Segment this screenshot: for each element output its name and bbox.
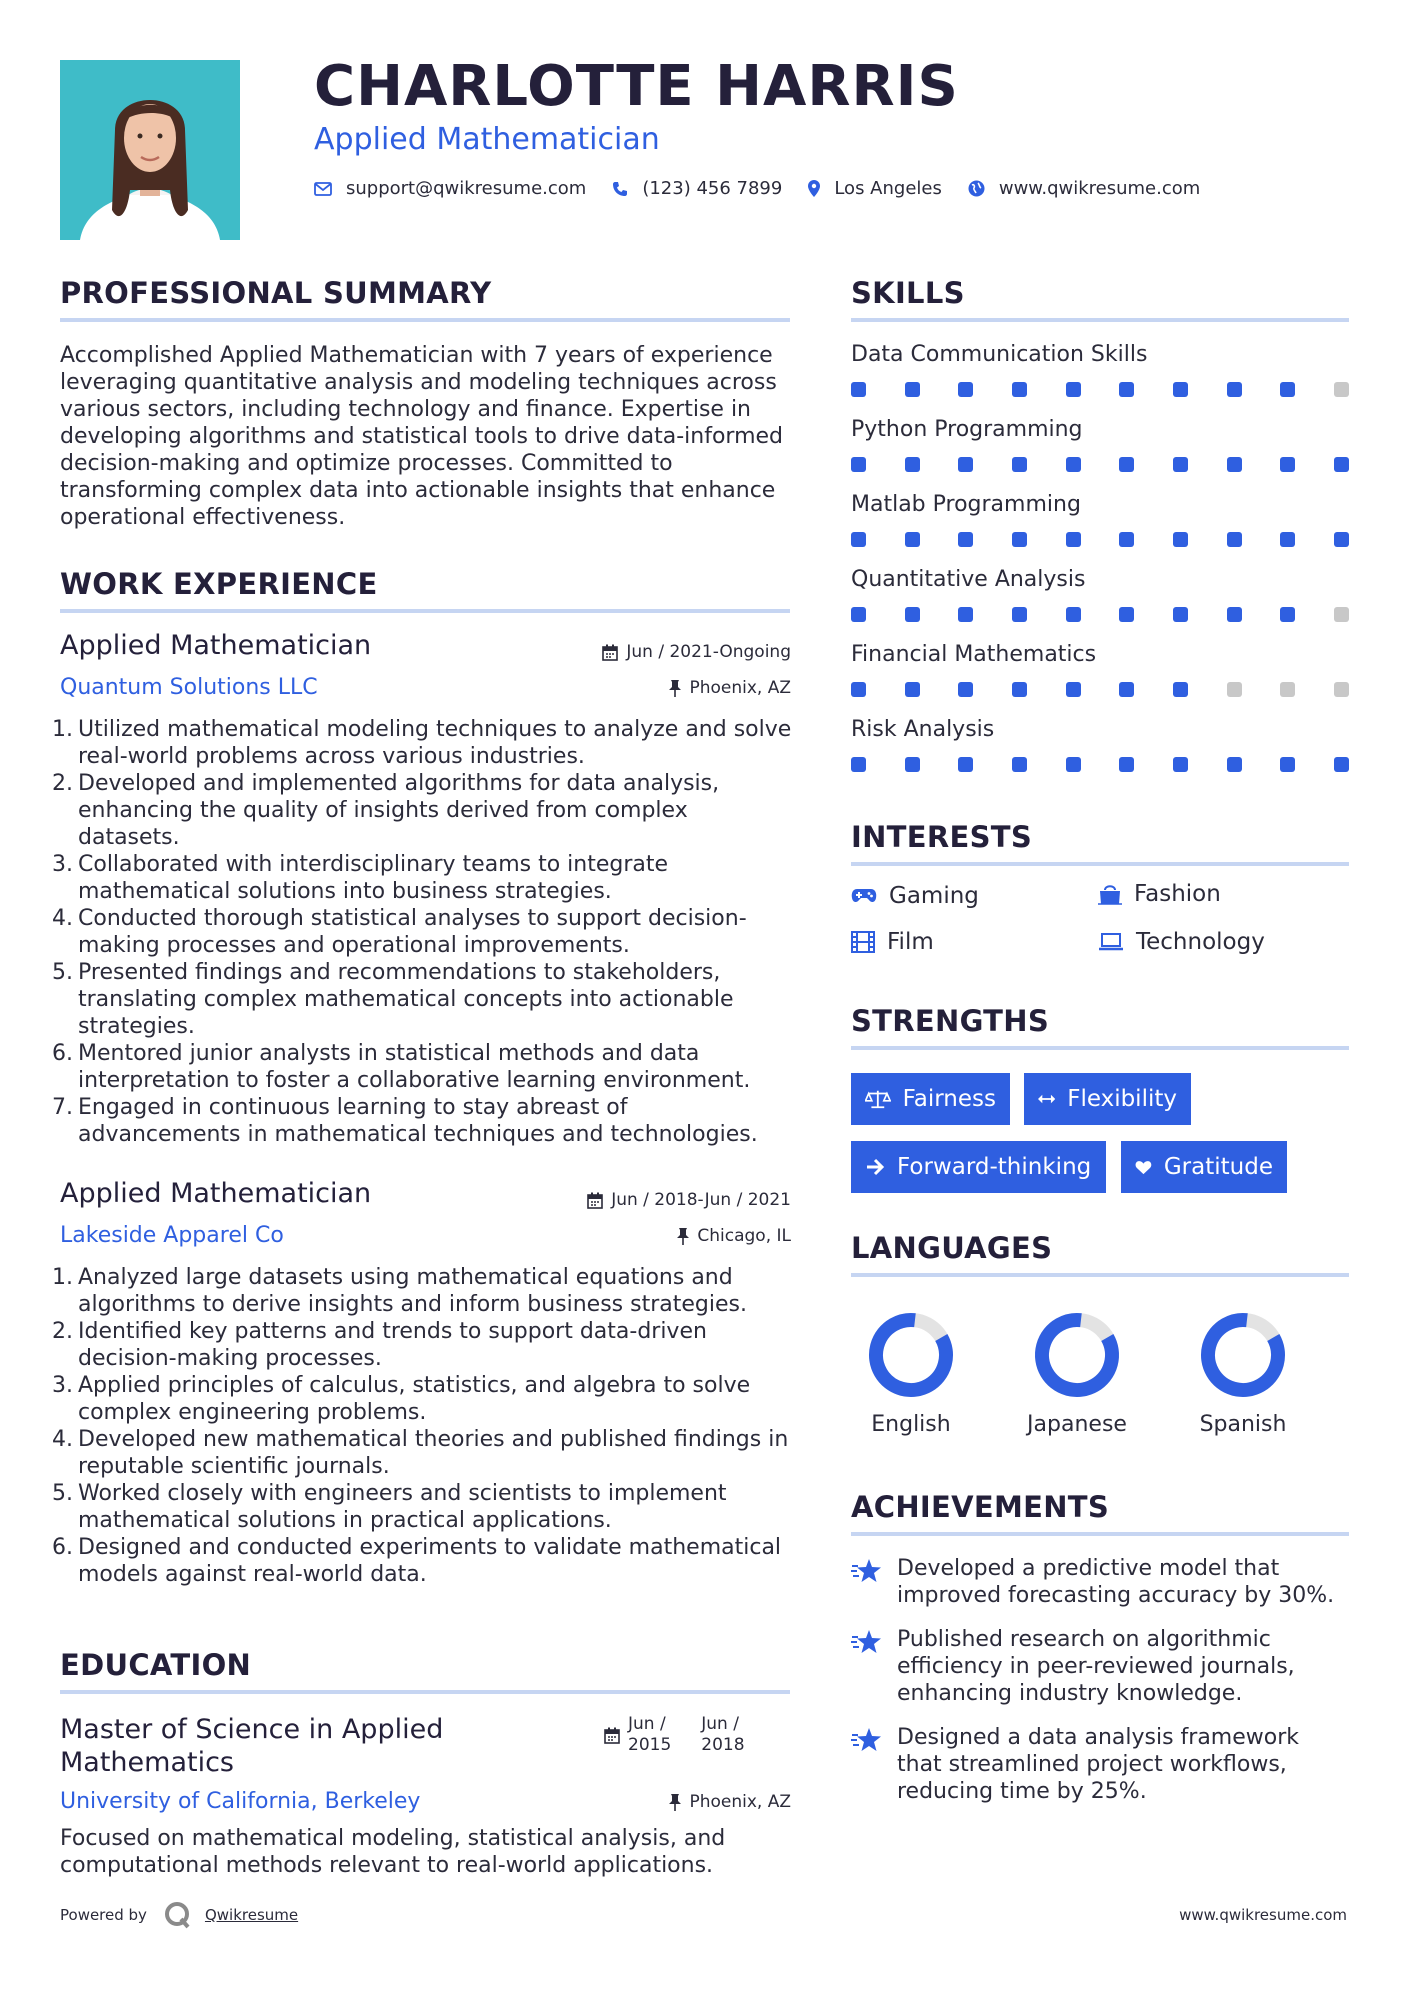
- skill-dot-filled: [905, 757, 920, 772]
- company-name: Lakeside Apparel Co: [60, 1223, 284, 1248]
- skill-dot-filled: [1173, 532, 1188, 547]
- job-dates-text: Jun / 2018-Jun / 2021: [611, 1190, 791, 1210]
- skill-level-meter: [851, 682, 1349, 697]
- skill-dot-filled: [1066, 532, 1081, 547]
- candidate-role: Applied Mathematician: [314, 122, 660, 157]
- contact-bar: [314, 178, 1226, 199]
- language-ring-fill: [863, 1307, 959, 1403]
- education-end: Jun / 2018: [701, 1714, 745, 1755]
- skill-name: Matlab Programming: [851, 492, 1081, 517]
- education-heading: EDUCATION: [60, 1648, 252, 1682]
- skill-dot-filled: [851, 607, 866, 622]
- skills-divider: [851, 318, 1349, 322]
- skill-dot-filled: [1280, 757, 1295, 772]
- skill-dot-filled: [958, 757, 973, 772]
- list-item: 2. Developed and implemented algorithms for data analysis, enhancing the quality of insights derived from complex datasets.: [52, 771, 720, 850]
- phone-text: (123) 456 7899: [642, 178, 783, 199]
- star-icon: [851, 1726, 883, 1754]
- language-name: Spanish: [1199, 1412, 1287, 1437]
- phone-icon: [612, 181, 628, 197]
- interests-heading: INTERESTS: [851, 820, 1033, 854]
- arrow-right-icon: [865, 1158, 885, 1176]
- calendar-icon: [587, 1192, 603, 1209]
- star-icon: [851, 1628, 883, 1656]
- interest-item-film: Film: [851, 929, 934, 955]
- skill-dot-filled: [1227, 532, 1242, 547]
- achievements-divider: [851, 1532, 1349, 1536]
- skill-dot-filled: [905, 607, 920, 622]
- education-description: Focused on mathematical modeling, statistical analysis, and computational methods relevant to real-world applications.: [60, 1826, 726, 1878]
- powered-by-label: Powered by: [60, 1906, 147, 1924]
- skill-dot-filled: [1119, 757, 1134, 772]
- strength-badge-forward-thinking: Forward-thinking: [851, 1141, 1106, 1193]
- achievements-heading: ACHIEVEMENTS: [851, 1490, 1110, 1524]
- skills-heading: SKILLS: [851, 276, 965, 310]
- education-dates: [604, 1714, 745, 1756]
- footer-powered-by: [60, 1900, 298, 1930]
- skill-dot-filled: [1173, 682, 1188, 697]
- contact-phone[interactable]: [612, 178, 782, 199]
- arrows-horizontal-icon: [1038, 1092, 1055, 1106]
- map-marker-icon: [808, 180, 820, 197]
- skill-dot-filled: [1066, 457, 1081, 472]
- strength-badge-gratitude: Gratitude: [1121, 1141, 1287, 1193]
- job-bullet-list: [52, 716, 795, 1148]
- interests-divider: [851, 862, 1349, 866]
- language-ring-fill: [1195, 1307, 1291, 1403]
- skill-dot-filled: [1066, 607, 1081, 622]
- education-start: Jun / 2015: [628, 1714, 672, 1755]
- summary-text: Accomplished Applied Mathematician with 7 years of experience leveraging quantitative analysis and modeling techniques across various sectors, including technology and finance. Expertise in developing algorithms and statistical tools to drive data-informed decision-making and optimize processes. Committed to transforming complex data into actionable insights that enhance operational effectiveness.: [60, 343, 784, 530]
- skill-dot-filled: [1173, 382, 1188, 397]
- skill-dot-filled: [1012, 457, 1027, 472]
- skill-level-meter: [851, 457, 1349, 472]
- calendar-icon: [604, 1727, 620, 1744]
- list-item: 1. Utilized mathematical modeling techniques to analyze and solve real-world problems across various industries.: [52, 717, 792, 769]
- skill-dot-filled: [1280, 382, 1295, 397]
- skill-dot-filled: [1173, 757, 1188, 772]
- job-location-text: Phoenix, AZ: [689, 678, 791, 698]
- skill-level-meter: [851, 607, 1349, 622]
- skill-dot-filled: [1227, 457, 1242, 472]
- education-divider: [60, 1690, 790, 1694]
- list-item: 2. Identified key patterns and trends to support data-driven decision-making processes.: [52, 1319, 707, 1371]
- strengths-heading: STRENGTHS: [851, 1004, 1050, 1038]
- skill-name: Financial Mathematics: [851, 642, 1097, 667]
- calendar-icon: [602, 644, 618, 661]
- star-icon: [851, 1557, 883, 1585]
- qwikresume-logo-icon: [163, 1900, 193, 1930]
- language-name: English: [871, 1412, 951, 1437]
- list-item: 1. Analyzed large datasets using mathematical equations and algorithms to derive insights and inform business strategies.: [52, 1265, 747, 1317]
- languages-heading: LANGUAGES: [851, 1231, 1053, 1265]
- contact-location: [808, 178, 942, 199]
- skill-dot-filled: [1280, 457, 1295, 472]
- education-location: [669, 1792, 791, 1812]
- skill-dot-empty: [1334, 382, 1349, 397]
- skill-dot-filled: [905, 457, 920, 472]
- pushpin-icon: [677, 1228, 689, 1245]
- skill-dot-filled: [1173, 607, 1188, 622]
- skill-dot-filled: [1334, 457, 1349, 472]
- interest-item-gaming: Gaming: [851, 883, 979, 909]
- job-location: [677, 1226, 791, 1246]
- gamepad-icon: [851, 888, 877, 904]
- laptop-icon: [1098, 932, 1124, 952]
- skill-dot-filled: [1119, 382, 1134, 397]
- location-text: Los Angeles: [834, 178, 942, 199]
- interest-item-fashion: Fashion: [1098, 881, 1221, 907]
- film-icon: [851, 931, 875, 953]
- job-bullet-list: [52, 1264, 795, 1588]
- skill-dot-filled: [1334, 532, 1349, 547]
- shopping-bag-icon: [1098, 883, 1122, 905]
- skill-dot-empty: [1334, 607, 1349, 622]
- language-ring: [856, 1300, 966, 1414]
- balance-scale-icon: [865, 1088, 891, 1110]
- skill-dot-filled: [1280, 607, 1295, 622]
- skill-dot-filled: [1012, 607, 1027, 622]
- job-dates: [602, 642, 791, 662]
- skill-dot-filled: [958, 457, 973, 472]
- education-location-text: Phoenix, AZ: [689, 1792, 791, 1812]
- achievement-item: [851, 1724, 1349, 1805]
- achievement-item: [851, 1555, 1349, 1609]
- language-name: Japanese: [1027, 1412, 1127, 1437]
- skill-dot-filled: [1227, 382, 1242, 397]
- website-text: www.qwikresume.com: [998, 178, 1201, 199]
- skill-level-meter: [851, 757, 1349, 772]
- skill-dot-filled: [1119, 682, 1134, 697]
- experience-divider: [60, 609, 790, 613]
- job-title: Applied Mathematician: [60, 1178, 372, 1209]
- skill-dot-filled: [1227, 607, 1242, 622]
- skill-name: Quantitative Analysis: [851, 567, 1086, 592]
- language-ring-fill: [1029, 1307, 1125, 1403]
- job-dates-text: Jun / 2021-Ongoing: [626, 642, 791, 662]
- skill-dot-filled: [1119, 457, 1134, 472]
- skill-name: Data Communication Skills: [851, 342, 1148, 367]
- skill-dot-filled: [1227, 757, 1242, 772]
- skill-name: Risk Analysis: [851, 717, 995, 742]
- strength-badge-flexibility: Flexibility: [1024, 1073, 1191, 1125]
- skill-level-meter: [851, 382, 1349, 397]
- brand-link[interactable]: Qwikresume: [204, 1906, 299, 1924]
- achievement-item: [851, 1626, 1349, 1707]
- list-item: 3. Collaborated with interdisciplinary teams to integrate mathematical solutions into business strategies.: [52, 852, 669, 904]
- company-name: Quantum Solutions LLC: [60, 675, 318, 700]
- skill-dot-filled: [958, 382, 973, 397]
- skill-dot-filled: [1066, 757, 1081, 772]
- skill-dot-filled: [1012, 682, 1027, 697]
- languages-divider: [851, 1273, 1349, 1277]
- job-location-text: Chicago, IL: [697, 1226, 791, 1246]
- skill-dot-filled: [958, 532, 973, 547]
- skill-dot-filled: [958, 682, 973, 697]
- list-item: 6. Designed and conducted experiments to validate mathematical models against real-world data.: [52, 1535, 782, 1587]
- profile-photo: [60, 60, 240, 240]
- job-location: [669, 678, 791, 698]
- list-item: 4. Conducted thorough statistical analyses to support decision-making processes and operational improvements.: [52, 906, 747, 958]
- summary-divider: [60, 318, 790, 322]
- list-item: 4. Developed new mathematical theories and published findings in reputable scientific journals.: [52, 1427, 789, 1479]
- skill-dot-filled: [905, 532, 920, 547]
- school-name: University of California, Berkeley: [60, 1789, 421, 1814]
- language-ring: [1188, 1300, 1298, 1414]
- achievement-text: Published research on algorithmic efficiency in peer-reviewed journals, enhancing industry knowledge.: [897, 1627, 1295, 1706]
- summary-heading: PROFESSIONAL SUMMARY: [60, 276, 492, 310]
- skill-dot-filled: [1119, 532, 1134, 547]
- skill-dot-empty: [1280, 682, 1295, 697]
- skill-dot-filled: [1012, 532, 1027, 547]
- skill-dot-filled: [851, 757, 866, 772]
- skill-dot-empty: [1334, 682, 1349, 697]
- job-dates: [587, 1190, 791, 1210]
- strengths-divider: [851, 1046, 1349, 1050]
- skill-dot-filled: [1066, 382, 1081, 397]
- skill-level-meter: [851, 532, 1349, 547]
- skill-dot-filled: [1119, 607, 1134, 622]
- skill-dot-filled: [1012, 757, 1027, 772]
- list-item: 3. Applied principles of calculus, statistics, and algebra to solve complex engineering problems.: [52, 1373, 751, 1425]
- language-ring: [1022, 1300, 1132, 1414]
- achievement-text: Developed a predictive model that improved forecasting accuracy by 30%.: [897, 1556, 1335, 1608]
- email-text: support@qwikresume.com: [346, 178, 587, 199]
- skill-dot-filled: [958, 607, 973, 622]
- achievement-text: Designed a data analysis framework that streamlined project workflows, reducing time by 25%.: [897, 1725, 1300, 1804]
- skill-dot-filled: [1012, 382, 1027, 397]
- list-item: 5. Presented findings and recommendations to stakeholders, translating complex mathematical concepts into actionable strategies.: [52, 960, 734, 1039]
- globe-icon: [968, 180, 985, 197]
- candidate-name: CHARLOTTE HARRIS: [314, 54, 959, 119]
- job-title: Applied Mathematician: [60, 630, 372, 661]
- interest-item-technology: Technology: [1098, 929, 1265, 955]
- envelope-icon: [314, 182, 332, 196]
- degree-title-line2: Mathematics: [60, 1747, 234, 1778]
- skill-dot-empty: [1227, 682, 1242, 697]
- skill-dot-filled: [1173, 457, 1188, 472]
- list-item: 5. Worked closely with engineers and scientists to implement mathematical solutions in practical applications.: [52, 1481, 727, 1533]
- skill-dot-filled: [905, 682, 920, 697]
- skill-dot-filled: [1334, 757, 1349, 772]
- degree-title-line1: Master of Science in Applied: [60, 1714, 444, 1745]
- skill-dot-filled: [1280, 532, 1295, 547]
- strength-badge-fairness: Fairness: [851, 1073, 1010, 1125]
- pushpin-icon: [669, 1794, 681, 1811]
- contact-website[interactable]: [968, 178, 1200, 199]
- pushpin-icon: [669, 680, 681, 697]
- skill-dot-filled: [851, 682, 866, 697]
- skill-dot-filled: [851, 457, 866, 472]
- footer-website[interactable]: www.qwikresume.com: [1179, 1906, 1347, 1924]
- experience-heading: WORK EXPERIENCE: [60, 567, 378, 601]
- heart-icon: [1135, 1157, 1152, 1178]
- skill-dot-filled: [851, 532, 866, 547]
- contact-email[interactable]: [314, 178, 586, 199]
- list-item: 6. Mentored junior analysts in statistical methods and data interpretation to foster a collaborative learning environment.: [52, 1041, 751, 1093]
- skill-dot-filled: [1066, 682, 1081, 697]
- list-item: 7. Engaged in continuous learning to stay abreast of advancements in mathematical techniques and technologies.: [52, 1095, 758, 1147]
- skill-dot-filled: [851, 382, 866, 397]
- skill-name: Python Programming: [851, 417, 1083, 442]
- skill-dot-filled: [905, 382, 920, 397]
